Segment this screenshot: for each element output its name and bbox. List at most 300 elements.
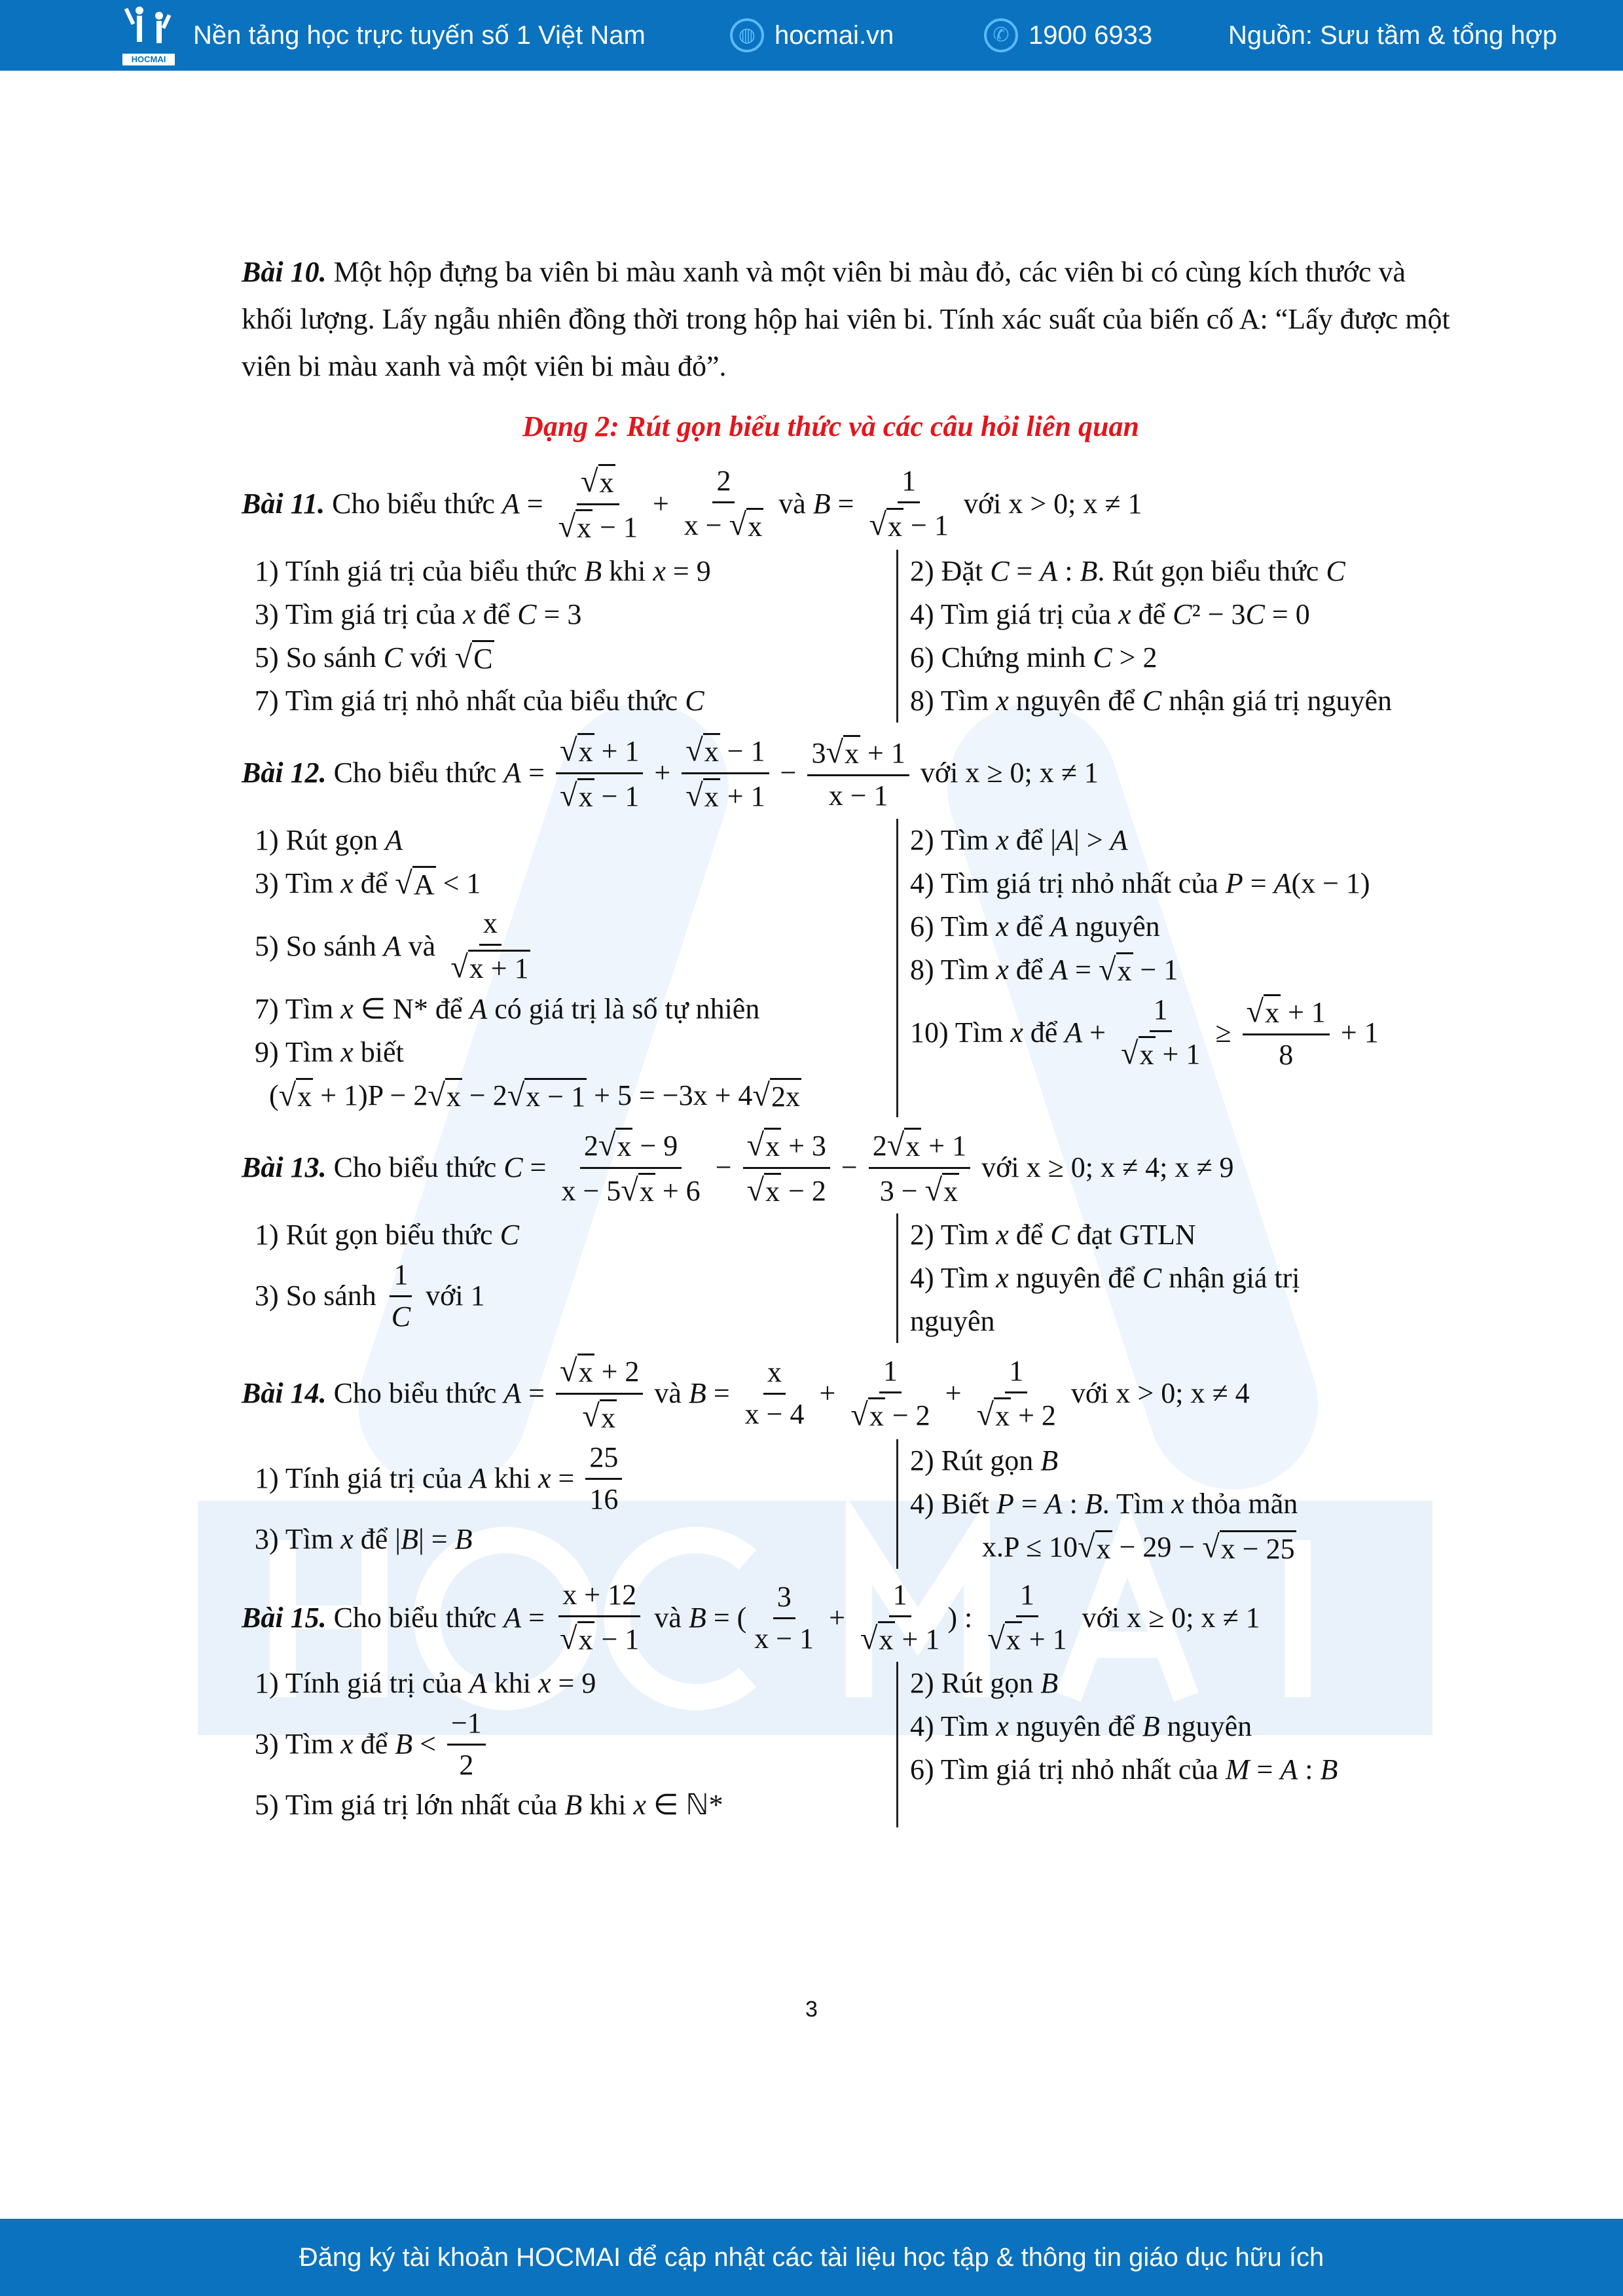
math-text: x: [869, 1399, 884, 1432]
exercise-13-questions: [242, 1213, 1453, 1343]
math-variable: C: [1326, 554, 1345, 587]
square-root: [869, 506, 903, 544]
radicand: [878, 1621, 895, 1658]
question-item: [910, 1662, 1486, 1705]
math-variable: B: [1320, 1753, 1338, 1785]
math-text: + 2: [594, 1355, 640, 1388]
math-text: x − 25: [1220, 1532, 1295, 1565]
math-text: 2x: [771, 1081, 800, 1113]
radicand: [1220, 1530, 1296, 1567]
math-text: x − 5: [561, 1175, 621, 1208]
math-text: với x ≥ 0; x ≠ 4; x ≠ 9: [974, 1151, 1234, 1184]
math-variable: x: [996, 1261, 1009, 1294]
math-text: 5) So sánh: [255, 929, 384, 962]
math-text: + 1: [1155, 1037, 1201, 1070]
square-root: [887, 1126, 922, 1164]
math-text: 2: [583, 1129, 598, 1162]
exercise-label: Bài 15.: [242, 1601, 327, 1634]
radical-sign-icon: √: [1202, 1530, 1220, 1565]
question-item: [910, 1257, 1486, 1300]
math-text: để: [1008, 953, 1051, 986]
radical-sign-icon: √: [826, 734, 843, 770]
math-variable: A: [1280, 1753, 1298, 1785]
exercise-14-statement: [242, 1352, 1453, 1435]
question-column-left: [242, 1213, 896, 1343]
fraction: [869, 1126, 970, 1210]
fraction: [865, 464, 952, 544]
math-text: 25: [589, 1441, 619, 1474]
math-text: 3: [811, 736, 826, 769]
radical-sign-icon: √: [860, 1621, 878, 1657]
question-item: [255, 1031, 896, 1074]
math-text: (x − 1): [1291, 867, 1370, 899]
website-link[interactable]: [730, 17, 894, 54]
math-text: 16: [589, 1483, 619, 1516]
math-text: x: [765, 1130, 780, 1163]
question-item: [255, 636, 896, 679]
radicand: [994, 1397, 1011, 1434]
math-text: + 6: [655, 1175, 701, 1208]
radical-sign-icon: √: [454, 639, 473, 675]
math-text: +: [822, 1601, 852, 1634]
math-text: C: [473, 643, 493, 675]
numerator: [556, 1352, 643, 1395]
math-text: và: [647, 1601, 689, 1634]
fraction: [447, 906, 534, 986]
radical-sign-icon: √: [507, 1077, 525, 1113]
question-item: [255, 988, 896, 1031]
radical-sign-icon: √: [685, 778, 703, 814]
math-text: − 1: [594, 1623, 640, 1656]
math-variable: x: [996, 953, 1009, 986]
math-text: 4) Biết: [910, 1487, 996, 1520]
math-text: −: [833, 1151, 865, 1184]
phone-text: 1900 6933: [1029, 21, 1153, 50]
math-text: x + 1: [469, 952, 529, 985]
math-text: 3) Tìm: [255, 867, 341, 899]
denominator: [585, 1480, 622, 1517]
denominator: [750, 1619, 818, 1657]
numerator: [889, 1578, 911, 1617]
square-root: [747, 1126, 782, 1164]
math-text: 1) Tính giá trị của: [255, 1462, 469, 1495]
square-root: [598, 1126, 633, 1164]
radical-sign-icon: √: [598, 1127, 616, 1162]
math-text: + 2: [1011, 1399, 1056, 1431]
question-column-right: [896, 1662, 1486, 1827]
square-root: [621, 1172, 655, 1210]
math-variable: P: [996, 1487, 1014, 1520]
math-variable: C: [1142, 684, 1162, 717]
question-item: [910, 862, 1486, 905]
numerator: [1243, 993, 1330, 1035]
math-variable: A: [1040, 554, 1058, 587]
radicand: [577, 778, 594, 815]
math-text: 3) Tìm: [255, 1523, 341, 1556]
math-text: 9) Tìm: [255, 1035, 341, 1068]
radical-sign-icon: √: [558, 509, 576, 544]
math-text: − 2: [781, 1175, 826, 1208]
math-text: =: [522, 1151, 554, 1184]
math-text: 1: [393, 1259, 409, 1291]
phone-link[interactable]: [984, 17, 1152, 54]
radicand: [577, 733, 594, 770]
math-text: với x ≥ 0; x ≠ 1: [1074, 1601, 1260, 1634]
radical-sign-icon: √: [1246, 994, 1264, 1030]
math-variable: C: [990, 554, 1010, 587]
denominator: [825, 776, 892, 814]
math-text: 4) Tìm: [910, 1261, 996, 1294]
question-item: [910, 1213, 1486, 1257]
math-variable: x: [463, 598, 476, 630]
fraction: [388, 1258, 414, 1335]
math-text: 2) Tìm: [910, 823, 996, 856]
square-root: [428, 1077, 462, 1115]
radical-sign-icon: √: [560, 1354, 577, 1389]
question-item: [910, 1526, 1486, 1569]
math-variable: C: [383, 641, 403, 673]
math-variable: B: [401, 1523, 418, 1556]
math-text: Cho biểu thức: [326, 757, 504, 789]
math-text: 3) So sánh: [255, 1280, 384, 1312]
math-text: 8: [1279, 1039, 1294, 1071]
square-root: [987, 1620, 1022, 1658]
question-column-left: [242, 1439, 896, 1569]
math-text: nguyên để: [1008, 684, 1142, 717]
math-text: 4) Tìm: [910, 1710, 996, 1742]
math-text: 8) Tìm: [910, 684, 996, 717]
math-text: 1: [1009, 1354, 1024, 1387]
math-text: +: [812, 1377, 843, 1410]
math-text: =: [1249, 1753, 1281, 1785]
math-text: x: [845, 737, 859, 770]
square-root: [729, 506, 764, 544]
math-text: 2) Rút gọn: [910, 1666, 1041, 1699]
denominator: [1275, 1035, 1297, 1073]
exercise-label: Bài 11.: [242, 487, 325, 520]
math-text: ² − 3: [1192, 598, 1246, 630]
math-text: x.P ≤ 10: [910, 1530, 1078, 1563]
math-text: x: [578, 1356, 593, 1389]
numerator: [585, 1441, 622, 1480]
denominator: [856, 1617, 943, 1658]
math-text: x: [578, 736, 593, 768]
fraction: [856, 1578, 943, 1658]
math-text: để: [475, 598, 518, 630]
math-text: =: [551, 1462, 582, 1495]
radicand: [468, 950, 530, 986]
phone-icon: ✆: [984, 18, 1018, 52]
fraction: [807, 734, 909, 814]
math-text: <: [412, 1728, 443, 1761]
radicand: [904, 1128, 921, 1164]
exercise-label: Bài 13.: [242, 1151, 327, 1184]
math-text: và: [771, 487, 813, 520]
math-text: nguyên để: [1008, 1710, 1142, 1742]
math-variable: B: [688, 1601, 706, 1634]
math-text: − 29 −: [1112, 1530, 1203, 1563]
math-variable: x: [340, 992, 354, 1025]
square-root: [752, 1077, 801, 1115]
math-text: có giá trị là số tự nhiên: [487, 992, 760, 1025]
fraction: [682, 732, 769, 815]
math-text: 4) Tìm giá trị của: [910, 598, 1119, 630]
square-root: [685, 777, 720, 815]
question-item: [910, 819, 1486, 862]
math-text: Cho biểu thức: [326, 1601, 504, 1634]
math-variable: x: [996, 823, 1009, 856]
math-text: < 1: [435, 867, 481, 899]
math-text: . Tìm: [1102, 1487, 1172, 1520]
radical-sign-icon: √: [850, 1397, 868, 1432]
math-text: 2: [716, 465, 731, 497]
numerator: [869, 1126, 970, 1169]
math-text: x: [600, 1401, 615, 1434]
radicand: [1095, 1530, 1112, 1567]
math-variable: x: [340, 1728, 354, 1761]
question-item: [255, 905, 896, 988]
math-text: để: [1131, 598, 1173, 630]
math-variable: B: [395, 1728, 413, 1761]
denominator: [743, 1169, 830, 1210]
question-item: [910, 905, 1486, 948]
math-text: 2: [872, 1129, 887, 1162]
math-text: + 1: [860, 736, 905, 769]
math-variable: C: [1093, 641, 1112, 673]
math-variable: x: [340, 1035, 354, 1068]
radicand: [575, 509, 593, 546]
math-variable: x: [340, 1523, 354, 1556]
math-variable: x: [996, 1710, 1009, 1742]
math-text: x: [1139, 1039, 1154, 1071]
math-variable: A: [503, 1377, 522, 1410]
radical-sign-icon: √: [450, 949, 468, 984]
math-text: và: [401, 929, 443, 962]
question-item: [255, 862, 896, 905]
math-variable: A: [1050, 953, 1068, 986]
math-variable: B: [1040, 1666, 1059, 1699]
math-text: + 1: [1021, 1623, 1067, 1656]
radicand: [638, 1173, 655, 1210]
question-item: [255, 1705, 896, 1784]
radicand: [600, 1399, 617, 1436]
math-text: 6) Tìm giá trị nhỏ nhất của: [910, 1753, 1226, 1785]
radicand: [764, 1173, 781, 1210]
fraction: [556, 732, 643, 815]
radical-sign-icon: √: [560, 778, 577, 814]
math-text: − 1: [720, 734, 765, 767]
math-text: để |: [1008, 823, 1057, 856]
exercise-text: Một hộp đựng ba viên bi màu xanh và một viên bi màu đỏ, các viên bi có cùng kích thước và khối lượng. Lấy ngẫu nhiên đồng thời trong hộp hai viên bi. Tính xác suất của biến cố A: “Lấy được một viên bi màu xanh và một viên bi màu đỏ”.: [242, 256, 1450, 382]
math-variable: C: [500, 1218, 519, 1251]
math-text: x: [888, 510, 902, 543]
math-text: nguyên: [910, 1304, 995, 1337]
math-variable: A: [1044, 1487, 1063, 1520]
square-root: [977, 1396, 1012, 1434]
denominator: [556, 1617, 643, 1658]
radical-sign-icon: √: [987, 1621, 1005, 1657]
math-variable: C: [1142, 1261, 1162, 1294]
math-variable: C: [517, 598, 537, 630]
denominator: [680, 503, 767, 544]
exercise-12-questions: [242, 819, 1453, 1117]
radical-sign-icon: √: [278, 1077, 297, 1113]
math-text: với 1: [418, 1280, 485, 1312]
math-text: 3) Tìm: [255, 1728, 341, 1761]
math-text: +: [938, 1377, 969, 1410]
people-logo-icon: [121, 5, 176, 47]
denominator: [455, 1746, 477, 1783]
math-text: − 1: [903, 509, 949, 542]
denominator: [741, 1395, 809, 1432]
math-text: =: [1243, 867, 1274, 899]
math-text: x: [577, 512, 592, 545]
math-text: 1: [902, 465, 917, 497]
math-text: khi: [582, 1789, 634, 1821]
question-item: [910, 1748, 1486, 1791]
radicand: [445, 1078, 462, 1115]
math-text: −: [773, 757, 804, 789]
radical-sign-icon: √: [752, 1077, 770, 1113]
radicand: [296, 1078, 313, 1115]
question-item: [255, 1213, 896, 1257]
square-root: [1099, 951, 1133, 989]
footer-banner[interactable]: Đăng ký tài khoản HOCMAI để cập nhật các tài liệu học tập & thông tin giáo dục hữu ích: [0, 2219, 1623, 2296]
math-text: với x > 0; x ≠ 4: [1063, 1377, 1250, 1410]
math-variable: B: [1040, 1444, 1059, 1477]
fraction: [750, 1580, 818, 1657]
radical-sign-icon: √: [1120, 1035, 1139, 1071]
question-item: [910, 948, 1486, 992]
math-text: x: [748, 510, 763, 543]
math-text: x + 12: [562, 1579, 637, 1611]
math-variable: A: [385, 823, 403, 856]
numerator: [773, 1580, 795, 1619]
square-root: [560, 777, 594, 815]
math-text: − 2: [462, 1079, 507, 1111]
exercise-label: Bài 10.: [242, 256, 327, 288]
radicand: [1005, 1621, 1022, 1658]
math-variable: B: [564, 1789, 583, 1821]
question-item: [255, 1784, 896, 1827]
square-root: [925, 1172, 960, 1210]
radicand: [1116, 952, 1133, 989]
math-text: =: [521, 1601, 552, 1634]
math-text: khi: [602, 554, 653, 587]
question-column-left: [242, 819, 896, 1117]
math-text: để: [1008, 910, 1051, 942]
math-text: +: [1082, 1016, 1113, 1049]
math-text: 3 −: [879, 1175, 925, 1208]
math-text: (: [255, 1079, 279, 1111]
math-text: =: [521, 1377, 552, 1410]
math-text: nguyên: [1159, 1710, 1252, 1742]
fraction: [743, 1126, 830, 1210]
math-variable: x: [1171, 1487, 1184, 1520]
denominator: [1117, 1032, 1204, 1073]
math-text: =: [1013, 1487, 1045, 1520]
math-variable: A: [469, 1462, 487, 1495]
math-text: x − 1: [828, 779, 888, 812]
numerator: [898, 464, 920, 503]
math-text: = 3: [536, 598, 582, 630]
question-column-right: [896, 1213, 1486, 1343]
math-text: biết: [353, 1035, 404, 1068]
square-root: [1078, 1528, 1112, 1566]
numerator: [479, 906, 501, 946]
math-text: :: [1062, 1487, 1085, 1520]
question-column-right: [896, 1439, 1486, 1569]
fraction: [680, 464, 767, 544]
math-variable: A: [469, 1666, 487, 1699]
question-item: [255, 679, 896, 723]
square-root: [560, 1620, 594, 1658]
square-root: [850, 1396, 885, 1434]
math-text: +: [645, 487, 676, 520]
math-variable: P: [1225, 867, 1243, 899]
math-text: với x > 0; x ≠ 1: [956, 487, 1142, 520]
question-item: [910, 679, 1486, 723]
math-variable: A: [503, 1601, 522, 1634]
radicand: [472, 640, 494, 677]
radical-sign-icon: √: [976, 1397, 994, 1432]
denominator: [556, 774, 643, 815]
numerator: [580, 1126, 682, 1169]
math-text: x: [704, 736, 719, 768]
square-root: [560, 1352, 594, 1390]
source-note: [1228, 17, 1557, 54]
math-variable: A: [1056, 823, 1074, 856]
denominator: [388, 1297, 414, 1335]
math-text: x: [297, 1081, 312, 1113]
math-text: 3: [776, 1580, 792, 1613]
denominator: [865, 503, 952, 544]
math-text: = (: [706, 1601, 747, 1634]
logo-text: HOCMAI: [122, 54, 175, 65]
math-text: 1: [892, 1579, 907, 1611]
radicand: [1264, 994, 1281, 1031]
math-variable: A: [1110, 823, 1128, 856]
numerator: [556, 732, 643, 774]
math-text: x: [1265, 997, 1280, 1030]
denominator: [983, 1617, 1070, 1658]
globe-icon: ◍: [730, 18, 764, 52]
exercise-list: [242, 463, 1453, 1827]
denominator: [847, 1393, 934, 1434]
hocmai-logo[interactable]: [121, 5, 176, 65]
math-text: x − 1: [754, 1622, 814, 1655]
question-item: [910, 992, 1486, 1074]
question-item: [255, 1518, 896, 1562]
fraction: [585, 1441, 622, 1517]
math-text: 10) Tìm: [910, 1016, 1011, 1049]
math-variable: B: [1142, 1710, 1160, 1742]
math-text: x − 1: [526, 1081, 586, 1113]
exercise-label: Bài 12.: [242, 757, 327, 789]
math-text: + 1: [594, 734, 640, 767]
math-text: ≥: [1208, 1016, 1239, 1049]
math-variable: A: [503, 757, 522, 789]
math-text: 5) So sánh: [255, 641, 384, 673]
square-root: [860, 1620, 895, 1658]
math-variable: A: [1273, 867, 1292, 899]
numerator: [1016, 1578, 1038, 1617]
fraction: [983, 1578, 1070, 1658]
math-text: x: [704, 781, 719, 814]
math-variable: A: [1065, 1016, 1083, 1049]
math-variable: C: [1245, 598, 1265, 630]
slogan-text: Nền tảng học trực tuyến số 1 Việt Nam: [193, 21, 646, 50]
